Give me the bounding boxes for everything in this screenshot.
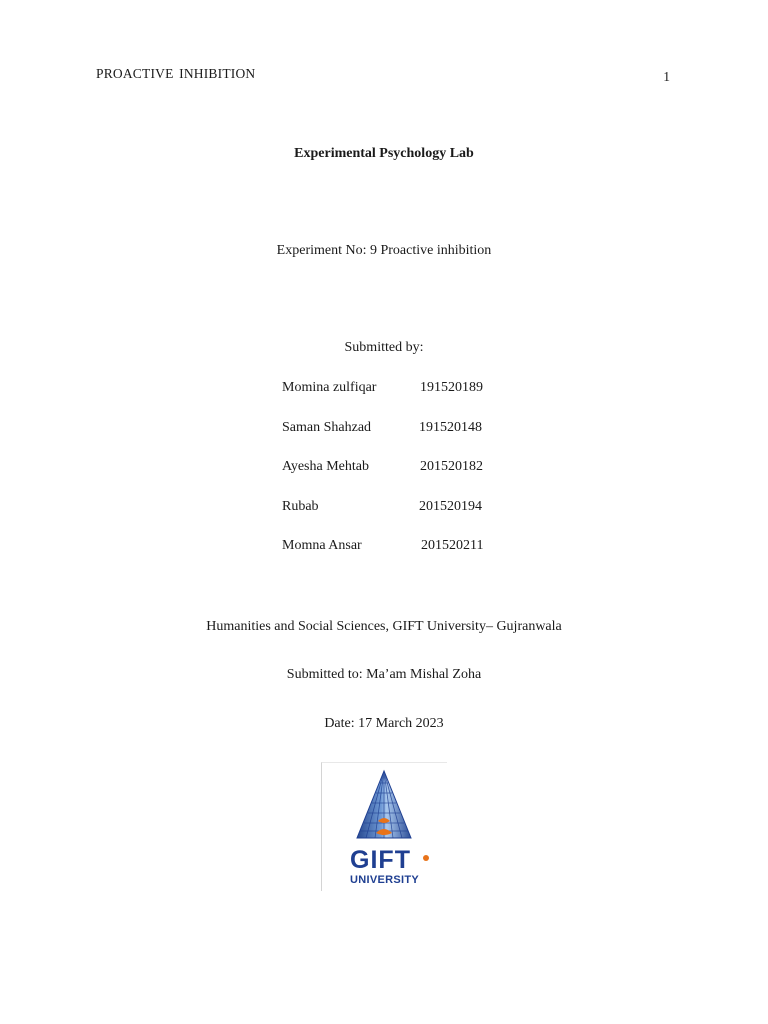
member-name: Rubab bbox=[282, 499, 319, 514]
submitted-by-label: Submitted by: bbox=[344, 340, 424, 355]
member-row bbox=[282, 499, 512, 517]
logo-subtitle: UNIVERSITY bbox=[349, 874, 419, 886]
logo-wordmark: GIFT bbox=[350, 846, 411, 874]
member-row bbox=[282, 538, 512, 556]
page-number: 1 bbox=[663, 69, 670, 84]
member-row bbox=[282, 459, 512, 477]
date-line: Date: 17 March 2023 bbox=[324, 716, 444, 731]
member-id: 191520148 bbox=[419, 420, 482, 435]
member-id: 201520182 bbox=[420, 459, 483, 474]
member-name: Saman Shahzad bbox=[282, 420, 372, 435]
member-name: Momna Ansar bbox=[282, 538, 362, 553]
submitted-to-line: Submitted to: Ma’am Mishal Zoha bbox=[286, 667, 482, 682]
member-id: 201520211 bbox=[421, 538, 484, 553]
member-row bbox=[282, 380, 512, 398]
member-row bbox=[282, 420, 512, 438]
experiment-line: Experiment No: 9 Proactive inhibition bbox=[276, 243, 492, 258]
department-line: Humanities and Social Sciences, GIFT University– Gujranwala bbox=[206, 619, 562, 634]
document-title: Experimental Psychology Lab bbox=[294, 146, 474, 161]
member-id: 201520194 bbox=[419, 499, 482, 514]
member-id: 191520189 bbox=[420, 380, 483, 395]
university-logo bbox=[321, 762, 447, 891]
member-name: Ayesha Mehtab bbox=[282, 459, 369, 474]
member-name: Momina zulfiqar bbox=[282, 380, 377, 395]
running-head: PROACTIVE INHIBITION bbox=[96, 66, 256, 81]
